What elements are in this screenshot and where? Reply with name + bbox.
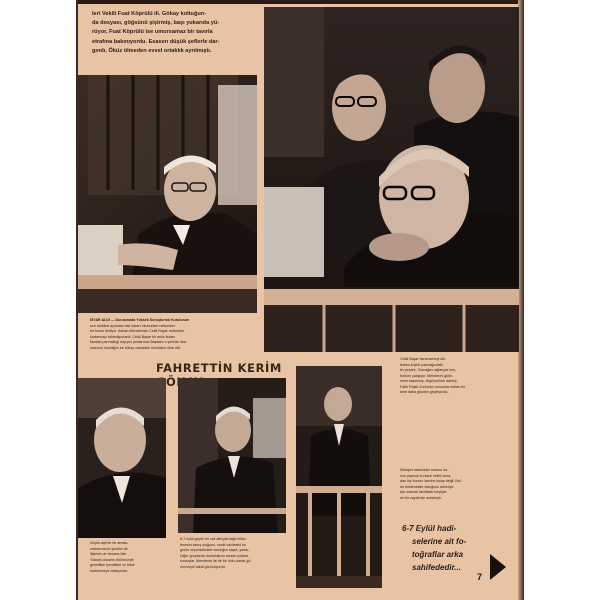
caption-line: dan hiç bunun üzerine kolay değil. Bel- [400, 479, 462, 483]
caption-line: kere daha gözden geçiriyordu. [400, 390, 449, 394]
page-number: 7 [477, 572, 483, 582]
caption-line: masının önceliğini bir sükay vasıtasile kendisine ihtar etti. [90, 345, 182, 350]
pull-quote-line: 6-7 Eylül hadi- [402, 524, 457, 533]
caption-line: genellikle içerdikleri ve tefsir [90, 563, 135, 567]
caption-line: 8-7 eylül geçeli bir vali altılıyla bağlı bütün [180, 537, 247, 541]
caption-line: İSYAR ALDI — Duruşmada Yüksek Soruşturma Kurulunun [90, 318, 190, 322]
arrow-right-icon [490, 554, 506, 580]
caption-right-mid [400, 468, 513, 501]
caption-bottom-left [90, 541, 170, 574]
caption-line: rünmüşlü fakat görünüyordu. [180, 564, 226, 569]
caption-line: sınısıylar. Menderes ile de bir dolu olarak gö- [180, 559, 252, 563]
caption-line: Fatin Rüştü Zorlu'nun sonunda notları bir [400, 384, 466, 389]
caption-line: Küçük aşil bir bir amala- [90, 541, 129, 545]
pull-quote-line: toğraflar arka [412, 550, 464, 559]
caption-line: bir peştek. Gomağını ağlarıyla kon- [400, 368, 456, 372]
photo-gokay-walking [178, 378, 286, 533]
caption-line: Diğer gruplarda durduklarını avutan yollara [180, 553, 249, 558]
pull-quote-line: sahifededir... [412, 563, 461, 572]
caption-line: bir kenar dinliyor. Adnan Menderesle Celâl Bayar neticeden [90, 329, 185, 333]
caption-line: fazdaki parmaklığı dayıyor yanlarınca Başkanı o şekilde otur- [90, 340, 188, 344]
intro-line: da dosyası, göğsünü şişirmiş, başı yukarıda yü- [92, 20, 220, 27]
caption-right-top [400, 357, 513, 396]
caption-line: nun yapmış bu ilave ekleti olma- [400, 473, 452, 478]
intro-line: etrafına bakınıyordu. Esasen düşük şeflerle dar- [92, 38, 220, 45]
caption-line: ne bir zayıfa ise anlamıştı. [400, 495, 442, 500]
caption-line: ilişkinin de tamamı bile [90, 552, 127, 556]
caption-line: trolüne çalışıyor. Menderes güler- [400, 373, 454, 378]
caption-line: son tahkikat açılması dair kararı okunurken neticeden [90, 323, 176, 328]
caption-line: teresini almış oluğunu, sanki vazifesini bu [180, 542, 247, 547]
caption-line: Mihaşet vasfındaki orotoru ka- [400, 468, 449, 472]
caption-line: için edecek fakülteler keşfiyle [400, 490, 447, 494]
photo-celal-bayar [78, 75, 257, 313]
pull-quote-line: selerine ait fo- [412, 537, 467, 546]
photo-gokay-portrait [78, 378, 166, 538]
caption-line: mahkemenin yinetini de [90, 546, 128, 551]
caption-line: Yüksek duramn bölümünde [90, 557, 134, 562]
photo-gokay-standing [296, 366, 382, 588]
caption-line: meni başarmış, düşüncelere dalmış. [400, 379, 458, 383]
caption-line: mahkemeye bekliyordu. [90, 568, 128, 573]
intro-line: rüyor, Fuat Köprülü ise umursamaz bir tavırla [92, 29, 213, 36]
caption-line: grubu seyahatindeki sandığını saydı, yazdı, [180, 548, 250, 552]
caption-line: kurtarmayı tahlediyorlardı. Celâl Bayar bir anlık kulanı [90, 334, 176, 339]
caption-line: dır bekleneklte olduğunu aleleriye [400, 484, 454, 489]
intro-line: gındı. Öküz ölmeden evvel ortaklık ayrılmıştı. [92, 47, 212, 54]
caption-left [90, 318, 260, 351]
caption-bottom-mid [180, 537, 290, 570]
intro-line: leri Vekili Fuat Köprülü ili. Gökay koltuğun- [92, 11, 207, 17]
photo-bayar-menderes-koprulu [264, 7, 519, 352]
page-top-edge [78, 0, 521, 4]
caption-line: Celâl Bayar kararnameyi din- [400, 357, 447, 361]
headline: FAHRETTİN KERİM [156, 361, 282, 375]
intro-text [92, 10, 264, 56]
caption-line: lerken küçük parmağındaki [400, 362, 443, 367]
